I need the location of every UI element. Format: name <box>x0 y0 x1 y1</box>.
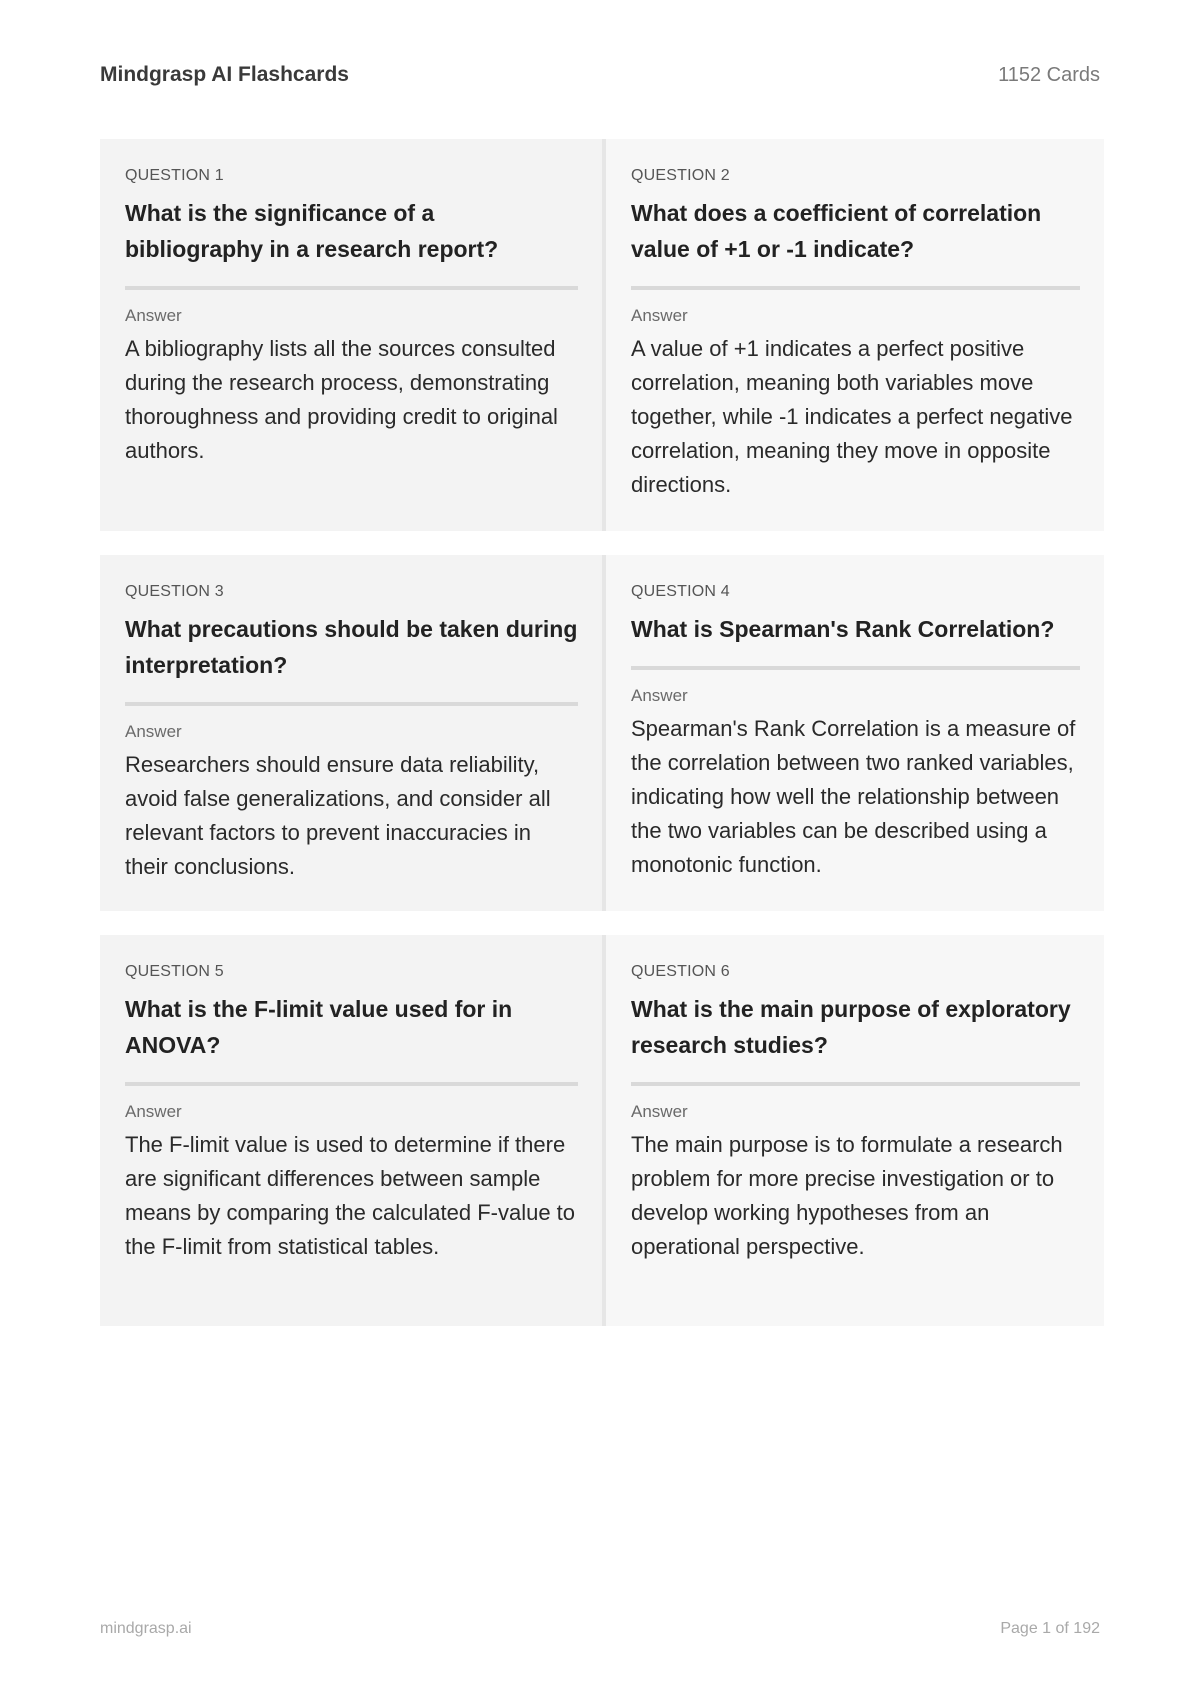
divider <box>631 286 1080 290</box>
divider <box>125 286 578 290</box>
card-row <box>100 935 1104 1326</box>
question-text: What is the F-limit value used for in ANOVA? <box>125 996 513 1058</box>
answer-text: Spearman's Rank Correlation is a measure of the correlation between two ranked variables, indicating how well the relationship between the two variables can be described using a monotonic function. <box>631 716 1076 877</box>
answer-label: Answer <box>125 306 182 325</box>
answer-label: Answer <box>631 1102 688 1121</box>
flashcard <box>602 555 1104 911</box>
question-number: QUESTION 6 <box>631 963 730 980</box>
question-number: QUESTION 3 <box>125 583 224 600</box>
flashcard <box>100 139 602 531</box>
question-text: What is the significance of a bibliography in a research report? <box>125 200 499 262</box>
question-text: What precautions should be taken during interpretation? <box>125 616 578 678</box>
question-number: QUESTION 1 <box>125 167 224 184</box>
answer-text: The F-limit value is used to determine if there are significant differences between sample means by comparing the calculated F-value to the F-limit from statistical tables. <box>125 1132 576 1259</box>
divider <box>631 666 1080 670</box>
site-link[interactable]: mindgrasp.ai <box>100 1620 192 1637</box>
divider <box>125 702 578 706</box>
brand-title: Mindgrasp AI Flashcards <box>100 63 349 86</box>
page-number: Page 1 of 192 <box>1000 1620 1100 1637</box>
answer-label: Answer <box>631 306 688 325</box>
question-number: QUESTION 5 <box>125 963 224 980</box>
question-text: What does a coefficient of correlation value of +1 or -1 indicate? <box>631 200 1042 262</box>
flashcard <box>100 555 602 911</box>
question-text: What is Spearman's Rank Correlation? <box>631 616 1055 642</box>
answer-label: Answer <box>631 686 688 705</box>
answer-label: Answer <box>125 1102 182 1121</box>
answer-text: A value of +1 indicates a perfect positive correlation, meaning both variables move together, while -1 indicates a perfect negative correlation, meaning they move in opposite directions. <box>631 336 1073 497</box>
question-text: What is the main purpose of exploratory research studies? <box>631 996 1071 1058</box>
answer-text: The main purpose is to formulate a research problem for more precise investigation or to develop working hypotheses from an operational perspective. <box>631 1132 1063 1259</box>
flashcard-grid <box>100 139 1104 1350</box>
answer-label: Answer <box>125 722 182 741</box>
divider <box>125 1082 578 1086</box>
question-number: QUESTION 4 <box>631 583 730 600</box>
answer-text: A bibliography lists all the sources consulted during the research process, demonstrating thoroughness and providing credit to original authors. <box>125 336 558 463</box>
flashcard <box>602 935 1104 1326</box>
divider <box>631 1082 1080 1086</box>
answer-text: Researchers should ensure data reliability, avoid false generalizations, and consider all relevant factors to prevent inaccuracies in their conclusions. <box>125 752 551 879</box>
flashcard <box>100 935 602 1326</box>
flashcard <box>602 139 1104 531</box>
page-footer <box>100 1620 1100 1638</box>
question-number: QUESTION 2 <box>631 167 730 184</box>
page-header <box>100 58 1100 92</box>
card-row <box>100 139 1104 531</box>
card-count: 1152 Cards <box>998 63 1100 86</box>
card-row <box>100 555 1104 911</box>
